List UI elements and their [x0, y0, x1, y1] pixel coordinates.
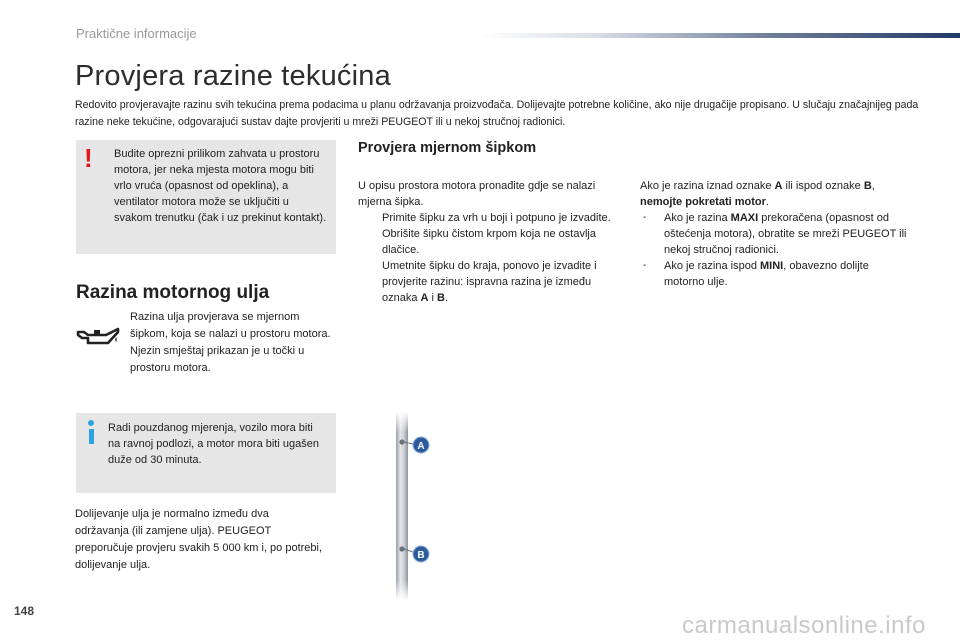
warning-text: Budite oprezni prilikom zahvata u prostoru motora, jer neka mjesta motora mogu biti vrlo vruća (opasnost od opeklina), a ventilator motora može se uključiti u svakom trenutku (čak i uz prekinut kontakt).	[114, 148, 327, 224]
pointer-icon	[358, 258, 382, 306]
max-text: Ako je razina MAXI prekoračena (opasnost od oštećenja motora), obratite se mreži PEUGEOT ili nekoj stručnoj radionici.	[664, 212, 907, 256]
step-text: Obrišite šipku čistom krpom koja ne ostavlja dlačice.	[382, 228, 596, 256]
dipstick-heading: Provjera mjernom šipkom	[358, 140, 537, 156]
level-instructions	[640, 178, 912, 290]
oil-can-icon	[76, 324, 120, 348]
watermark: carmanualsonline.info	[682, 612, 926, 639]
dipstick-steps	[358, 178, 620, 306]
mark-b-label: B	[417, 550, 425, 561]
oil-level-heading: Razina motornog ulja	[76, 282, 270, 303]
page-number: 148	[14, 604, 35, 618]
dipstick-intro: U opisu prostora motora pronađite gdje se nalazi mjerna šipka.	[358, 180, 596, 208]
dash-marker: -	[643, 260, 647, 271]
dash-marker: -	[643, 212, 647, 223]
warning-icon: !	[84, 143, 93, 173]
list-item	[358, 258, 620, 306]
header-gradient-bar	[478, 33, 960, 38]
list-item	[358, 226, 620, 258]
info-icon	[86, 420, 96, 444]
pointer-icon	[358, 226, 382, 258]
step-text: Umetnite šipku do kraja, ponovo je izvadite i provjerite razinu: ispravna razina je između oznaka A i B.	[382, 260, 597, 304]
list-item	[640, 210, 912, 258]
list-item	[358, 210, 620, 226]
oil-topup-text: Dolijevanje ulja je normalno između dva održavanja (ili zamjene ulja). PEUGEOT preporučuje provjeru svakih 5 000 km i, po potrebi, dolijevanje ulja.	[75, 508, 323, 571]
min-text: Ako je razina ispod MINI, obavezno dolijte motorno ulje.	[664, 260, 869, 288]
info-text: Radi pouzdanog mjerenja, vozilo mora biti na ravnoj podlozi, a motor mora biti ugašen duže od 30 minuta.	[108, 422, 319, 466]
oil-level-text: Razina ulja provjerava se mjernom šipkom, koja se nalazi u prostoru motora. Njezin smještaj prikazan je u točki u prostoru motora.	[130, 311, 331, 374]
intro-paragraph: Redovito provjeravajte razinu svih tekućina prema podacima u planu održavanja proizvođača. Dolijevajte potrebne količine, ako nije drugačije propisano. U slučaju značajnijeg pada razine neke tekućine, odgovarajući sustav dajte provjeriti u mreži PEUGEOT ili u nekoj stručnoj radionici.	[75, 99, 919, 128]
level-intro: Ako je razina iznad oznake A ili ispod oznake B, nemojte pokretati motor.	[640, 180, 875, 208]
pointer-icon	[358, 210, 382, 226]
dipstick-illustration	[386, 412, 446, 600]
mark-a-label: A	[417, 441, 425, 452]
section-label: Praktične informacije	[76, 26, 197, 41]
step-text: Primite šipku za vrh u boji i potpuno je izvadite.	[382, 212, 611, 224]
list-item	[640, 258, 912, 290]
page-title: Provjera razine tekućina	[75, 60, 391, 92]
